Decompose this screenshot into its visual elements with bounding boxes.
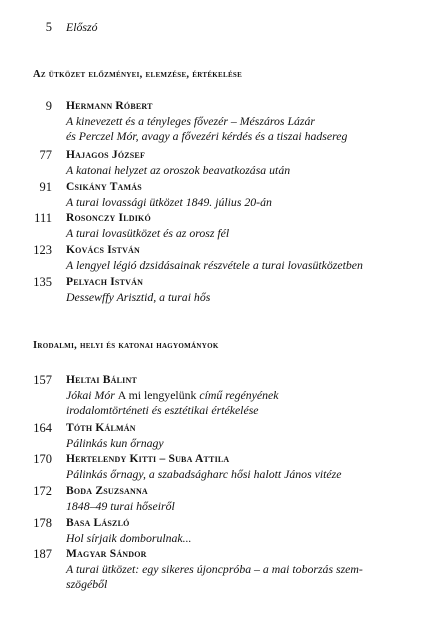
entry-author: Heltai Bálint [66, 374, 138, 386]
entry-title-line: A katonai helyzet az oroszok beavatkozása után [66, 163, 291, 177]
section-heading: Irodalmi, helyi és katonai hagyományok [33, 340, 219, 351]
page-number: 5 [45, 20, 52, 34]
entry-title: Előszó [66, 20, 98, 34]
page-number: 9 [45, 99, 52, 113]
entry-title-line: Hol sírjaik domborulnak... [66, 531, 192, 545]
entry-author: Pelyach István [66, 276, 144, 288]
page-number: 157 [33, 373, 52, 387]
title-part-author: Jókai Mór [66, 388, 118, 402]
entry-title-line: és Perczel Mór, avagy a fővezéri kérdés és a tiszai hadsereg [66, 128, 348, 143]
page-number: 111 [34, 211, 52, 225]
entry-author: Boda Zsuzsanna [66, 485, 148, 497]
entry-author: Hertelendy Kitti – Suba Attila [66, 453, 230, 465]
entry-title-line: Pálinkás őrnagy, a szabadságharc hősi halott János vitéze [66, 467, 342, 481]
entry-author: Hajagos József [66, 149, 146, 161]
page-number: 77 [39, 148, 52, 162]
page-number: 135 [33, 275, 52, 289]
entry-author: Magyar Sándor [66, 548, 147, 560]
section-heading: Az ütközet előzményei, elemzése, értékelése [33, 69, 243, 80]
entry-title-line: A turai lovasütközet és az orosz fél [66, 226, 230, 240]
entry-title-line: Dessewffy Arisztid, a turai hős [66, 290, 211, 304]
entry-title-line: irodalomtörténeti és esztétikai értékelése [66, 402, 259, 417]
page-number: 91 [39, 180, 52, 194]
entry-author: Rosonczy Ildikó [66, 212, 151, 224]
page-number: 123 [33, 243, 52, 257]
entry-title-line [66, 388, 411, 403]
title-part-rest: című regényének [196, 388, 279, 402]
entry-author: Csikány Tamás [66, 181, 142, 193]
page-number: 178 [33, 516, 52, 530]
page-number: 170 [33, 452, 52, 466]
entry-title-line: A lengyel légió dzsidásainak részvétele a turai lovasütközetben [66, 258, 363, 272]
entry-title-line: 1848–49 turai hőseiről [66, 499, 175, 513]
page-number: 164 [33, 421, 52, 435]
entry-author: Hermann Róbert [66, 100, 153, 112]
entry-title-line: A kinevezett és a tényleges fővezér – Mészáros Lázár [66, 114, 315, 128]
page-number: 172 [33, 484, 52, 498]
entry-title-line: szögéből [66, 576, 108, 591]
title-part-work: A mi lengyelünk [117, 388, 197, 402]
entry-author: Tóth Kálmán [66, 422, 136, 434]
entry-author: Basa László [66, 517, 130, 529]
page-number: 187 [33, 547, 52, 561]
entry-title-line: A turai ütközet: egy sikeres újoncpróba – a mai toborzás szem- [66, 562, 363, 576]
entry-title-line: Pálinkás kun őrnagy [66, 436, 164, 450]
entry-author: Kovács István [66, 244, 141, 256]
entry-title-line: A turai lovassági ütközet 1849. július 20-án [66, 195, 272, 209]
